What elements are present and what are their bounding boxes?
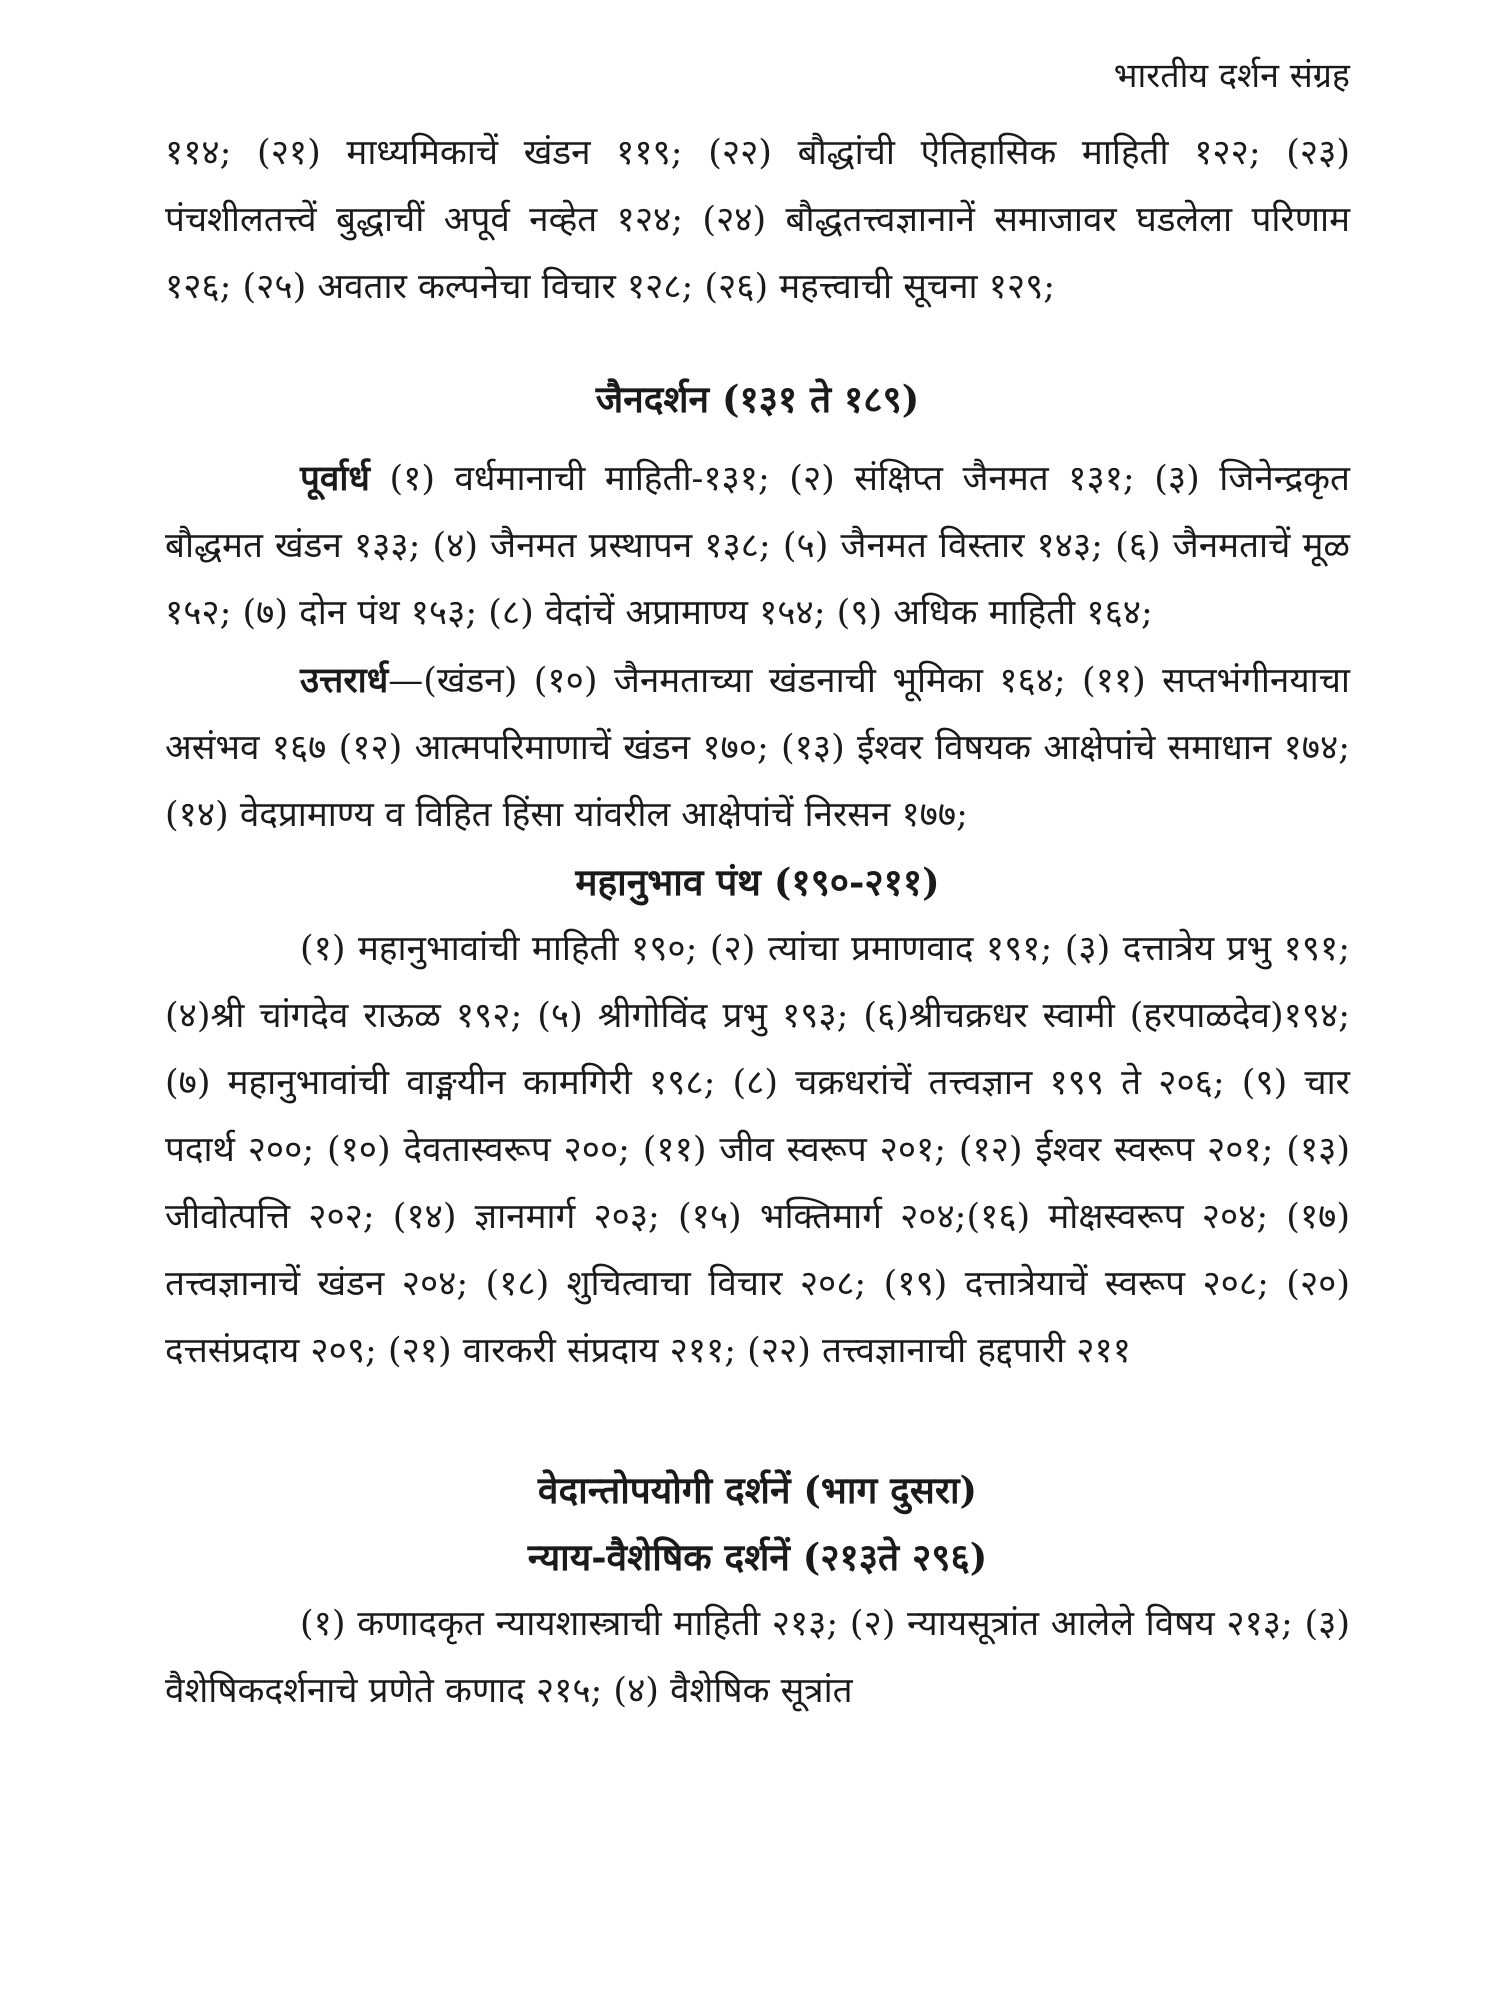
mahanubhav-section-heading: महानुभाव पंथ (१९०-२११): [575, 860, 940, 904]
table-of-contents: [165, 120, 1350, 1725]
uttarardha-text: —(खंडन) (१०) जैनमताच्या खंडनाची भूमिका १६४; (११) सप्तभंगीनयाचा असंभव १६७ (१२) आत्मपरिमाणाचें खंडन १७०; (१३) ईश्वर विषयक आक्षेपांचे समाधान १७४; (१४) वेदप्रामाण्य व विहित हिंसा यांवरील आक्षेपांचें निरसन १७७;: [165, 661, 1350, 835]
purvardha-label: पूर्वार्ध: [300, 458, 370, 499]
mahanubhav-paragraph: (१) महानुभावांची माहिती १९०; (२) त्यांचा प्रमाणवाद १९१; (३) दत्तात्रेय प्रभु १९१; (४)श्री चांगदेव राऊळ १९२; (५) श्रीगोविंद प्रभु १९३; (६)श्रीचक्रधर स्वामी (हरपाळदेव)१९४; (७) महानुभावांची वाङ्मयीन कामगिरी १९८; (८) चक्रधरांचें तत्त्वज्ञान १९९ ते २०६; (९) चार पदार्थ २००; (१०) देवतास्वरूप २००; (११) जीव स्वरूप २०१; (१२) ईश्वर स्वरूप २०१; (१३) जीवोत्पत्ति २०२; (१४) ज्ञानमार्ग २०३; (१५) भक्तिमार्ग २०४;(१६) मोक्षस्वरूप २०४; (१७) तत्त्वज्ञानाचें खंडन २०४; (१८) शुचित्वाचा विचार २०८; (१९) दत्तात्रेयाचें स्वरूप २०८; (२०) दत्तसंप्रदाय २०९; (२१) वारकरी संप्रदाय २११; (२२) तत्त्वज्ञानाची हद्दपारी २११: [165, 929, 1350, 1371]
running-header: भारतीय दर्शन संग्रह: [1113, 56, 1350, 96]
uttarardha-paragraph: [165, 647, 1350, 849]
bauddha-continued-paragraph: ११४; (२१) माध्यमिकाचें खंडन ११९; (२२) बौद्धांची ऐतिहासिक माहिती १२२; (२३) पंचशीलतत्त्वें बुद्धाचीं अपूर्व नव्हेत १२४; (२४) बौद्धतत्त्वज्ञानानें समाजावर घडलेला परिणाम १२६; (२५) अवतार कल्पनेचा विचार १२८; (२६) महत्त्वाची सूचना १२९;: [165, 133, 1350, 307]
vedanta-part-heading: वेदान्तोपयोगी दर्शनें (भाग दुसरा): [537, 1468, 978, 1512]
jain-section-heading: जैनदर्शन (१३१ ते १८९): [595, 377, 920, 421]
uttarardha-label: उत्तरार्ध: [300, 660, 389, 701]
spacer: [165, 1385, 1350, 1457]
spacer: [165, 321, 1350, 366]
spacer: [165, 433, 1350, 445]
nyaya-vaisheshika-heading: न्याय-वैशेषिक दर्शनें (२१३ते २९६): [527, 1535, 988, 1579]
purvardha-paragraph: [165, 445, 1350, 647]
nyaya-vaisheshika-paragraph: (१) कणादकृत न्यायशास्त्राची माहिती २१३; (२) न्यायसूत्रांत आलेले विषय २१३; (३) वैशेषिकदर्शनाचे प्रणेते कणाद २१५; (४) वैशेषिक सूत्रांत: [165, 1604, 1350, 1711]
purvardha-text: (१) वर्धमानाची माहिती-१३१; (२) संक्षिप्त जैनमत १३१; (३) जिनेन्द्रकृत बौद्धमत खंडन १३३; (४) जैनमत प्रस्थापन १३८; (५) जैनमत विस्तार १४३; (६) जैनमताचें मूळ १५२; (७) दोन पंथ १५३; (८) वेदांचें अप्रामाण्य १५४; (९) अधिक माहिती १६४;: [165, 459, 1350, 633]
